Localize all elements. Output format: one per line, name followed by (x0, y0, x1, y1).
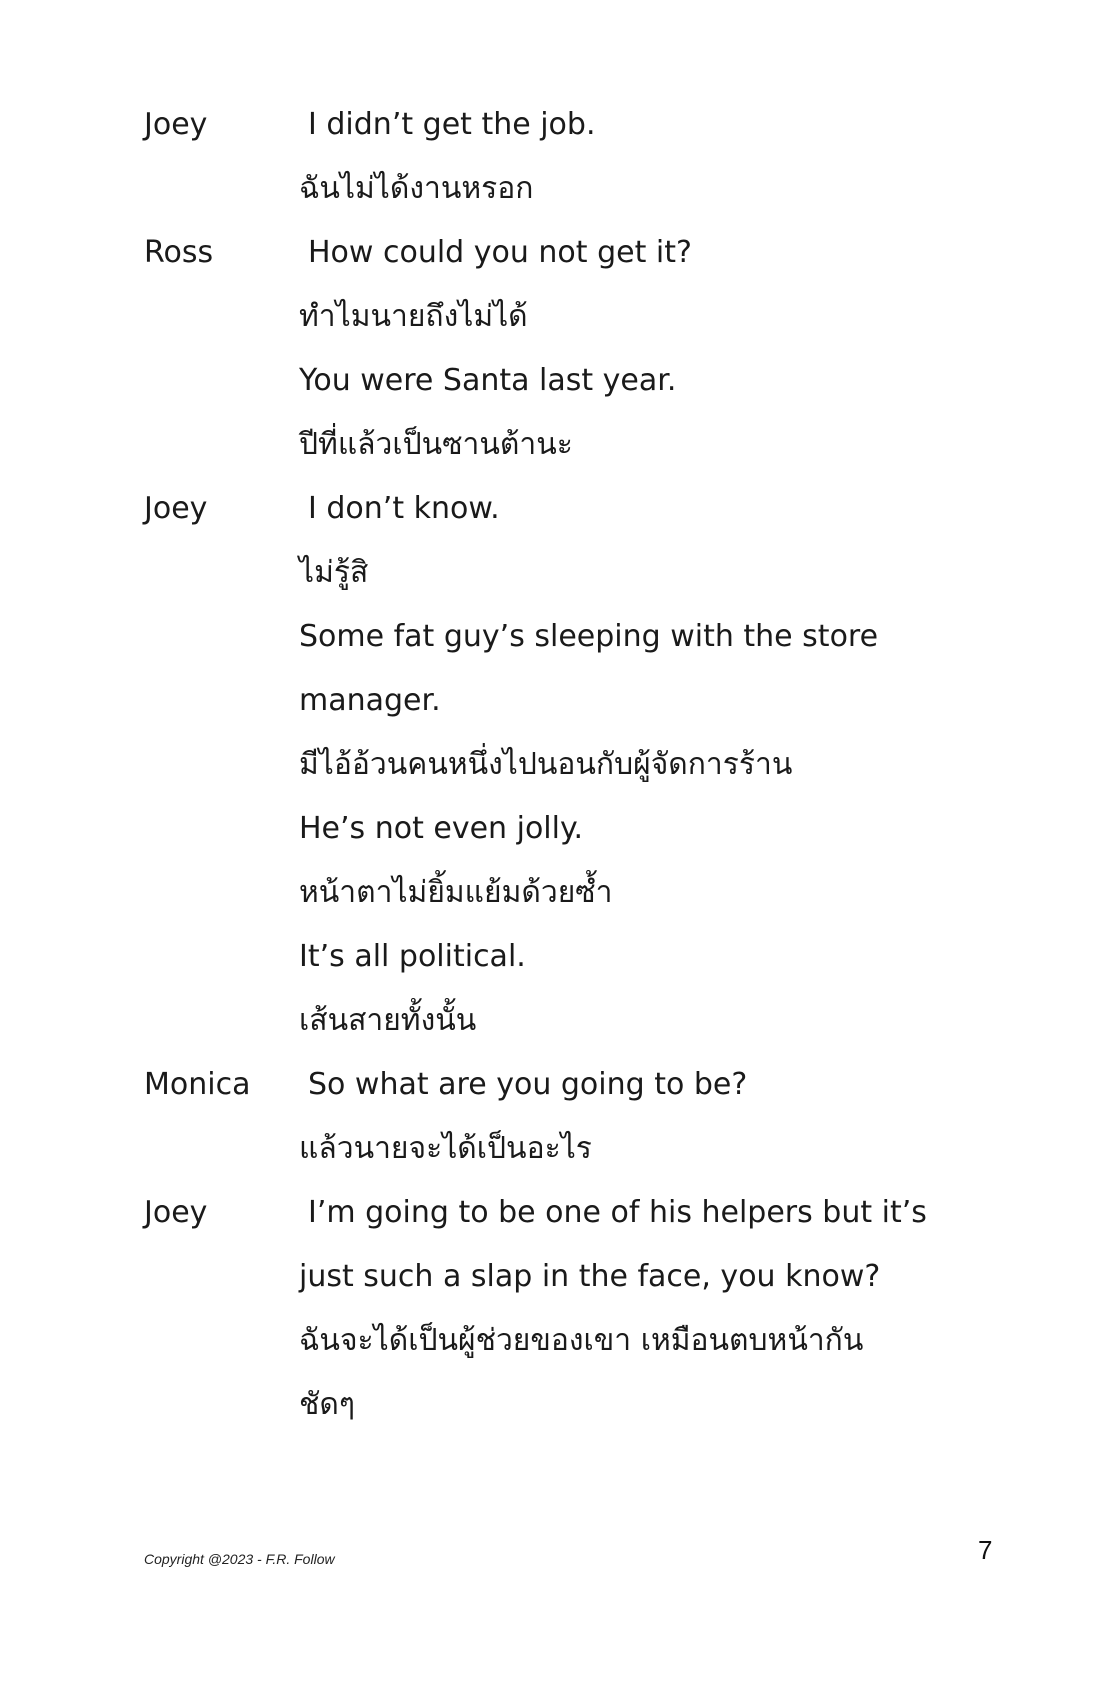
dialogue-line (0, 1052, 1100, 1118)
dialogue-text: I don’t know. (308, 491, 500, 526)
dialogue-text: just such a slap in the face, you know? (299, 1259, 881, 1294)
translation-text: ทำไมนายถึงไม่ได้ (299, 299, 528, 334)
translation-line (0, 156, 1100, 222)
dialogue-text: manager. (299, 683, 441, 718)
dialogue-line (0, 796, 1100, 862)
translation-text: ชัดๆ (299, 1387, 355, 1422)
dialogue-text: How could you not get it? (308, 235, 692, 270)
speaker-name: Monica (144, 1067, 251, 1102)
page-number: 7 (978, 1535, 993, 1565)
translation-line (0, 540, 1100, 606)
dialogue-line (0, 348, 1100, 414)
dialogue-text: It’s all political. (299, 939, 526, 974)
dialogue-text: He’s not even jolly. (299, 811, 583, 846)
translation-text: แล้วนายจะได้เป็นอะไร (299, 1131, 592, 1166)
translation-line (0, 412, 1100, 478)
dialogue-line (0, 924, 1100, 990)
translation-text: มีไอ้อ้วนคนหนึ่งไปนอนกับผู้จัดการร้าน (299, 747, 793, 782)
translation-line (0, 1116, 1100, 1182)
dialogue-line (0, 668, 1100, 734)
dialogue-line (0, 1180, 1100, 1246)
translation-text: เส้นสายทั้งนั้น (299, 1003, 477, 1038)
dialogue-text: So what are you going to be? (308, 1067, 748, 1102)
dialogue-line (0, 220, 1100, 286)
dialogue-line (0, 1244, 1100, 1310)
translation-text: หน้าตาไม่ยิ้มแย้มด้วยซ้ำ (299, 875, 613, 910)
dialogue-text: I’m going to be one of his helpers but it’s (308, 1195, 927, 1230)
dialogue-text: You were Santa last year. (299, 363, 677, 398)
speaker-name: Joey (144, 107, 208, 142)
speaker-name: Joey (144, 1195, 208, 1230)
translation-text: ปีที่แล้วเป็นซานต้านะ (299, 427, 573, 462)
dialogue-line (0, 604, 1100, 670)
translation-text: ไม่รู้สิ (299, 555, 369, 590)
translation-line (0, 860, 1100, 926)
translation-line (0, 732, 1100, 798)
dialogue-line (0, 92, 1100, 158)
translation-text: ฉันไม่ได้งานหรอก (299, 171, 534, 206)
copyright-notice: Copyright @2023 - F.R. Follow (144, 1551, 335, 1567)
dialogue-line (0, 476, 1100, 542)
dialogue-text: Some fat guy’s sleeping with the store (299, 619, 879, 654)
speaker-name: Ross (144, 235, 214, 270)
translation-line (0, 1308, 1100, 1374)
dialogue-text: I didn’t get the job. (308, 107, 596, 142)
translation-text: ฉันจะได้เป็นผู้ช่วยของเขา เหมือนตบหน้ากัน (299, 1323, 864, 1358)
speaker-name: Joey (144, 491, 208, 526)
translation-line (0, 1372, 1100, 1438)
translation-line (0, 284, 1100, 350)
translation-line (0, 988, 1100, 1054)
